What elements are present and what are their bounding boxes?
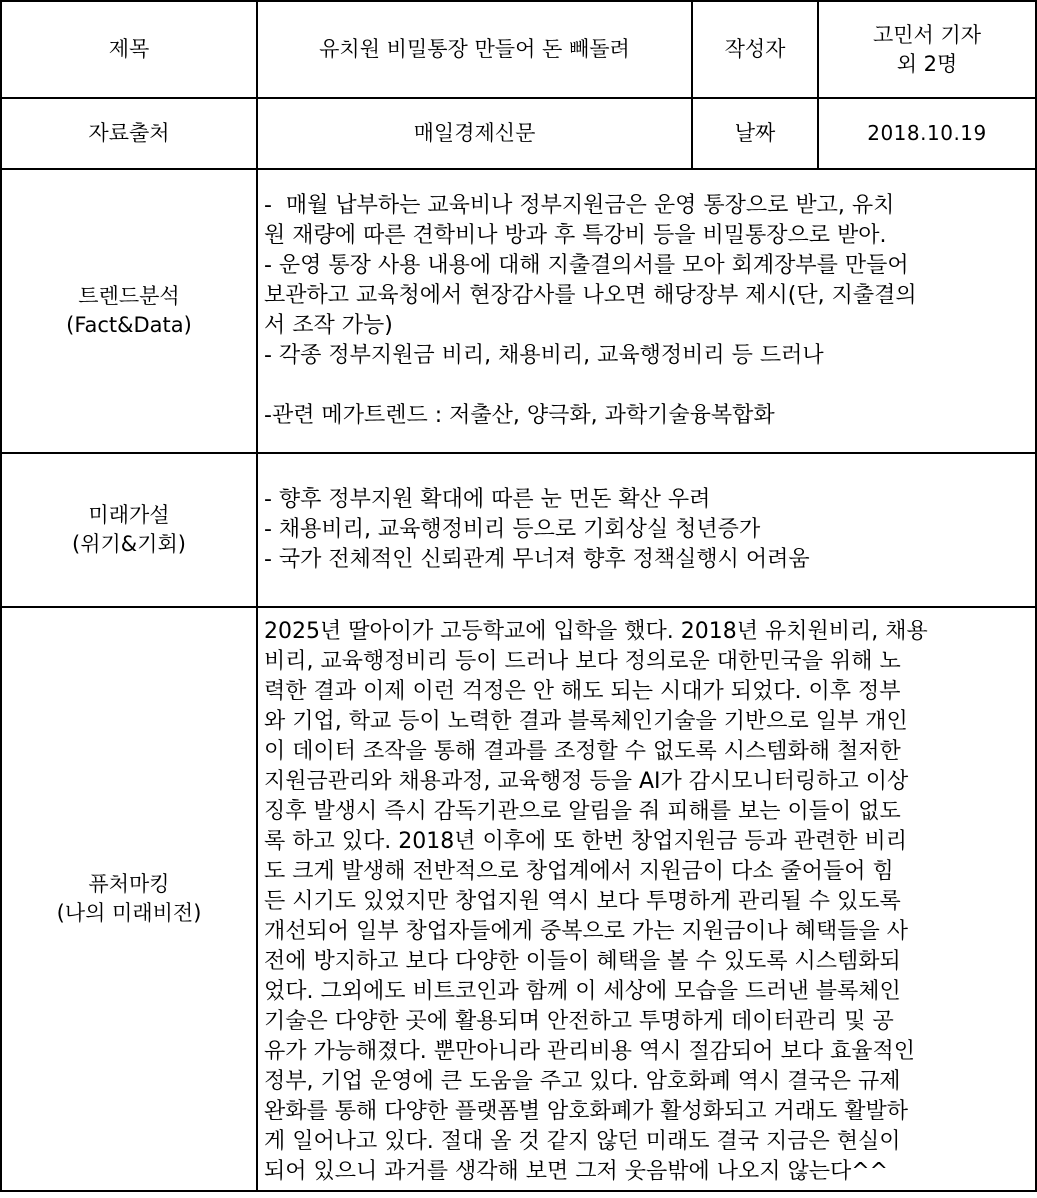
vision-line: 비리, 교육행정비리 등이 드러나 보다 정의로운 대한민국을 위해 노	[264, 649, 901, 674]
trend-megatrend-line: -관련 메가트렌드 : 저출산, 양극화, 과학기술융복합화	[264, 403, 775, 428]
trend-line: - 매월 납부하는 교육비나 정부지원금은 운영 통장으로 받고, 유치	[264, 193, 895, 218]
hypothesis-row	[1, 453, 1036, 607]
vision-line: 도 크게 발생해 전반적으로 창업계에서 지원금이 다소 줄어들어 힘	[264, 859, 894, 884]
hypothesis-line: - 채용비리, 교육행정비리 등으로 기회상실 청년증가	[264, 517, 761, 542]
source-row	[1, 98, 1036, 169]
trend-label	[1, 169, 257, 453]
trend-label-subtitle: (Fact&Data)	[66, 313, 192, 337]
vision-line: 와 기업, 학교 등이 노력한 결과 블록체인기술을 기반으로 일부 개인	[264, 709, 908, 734]
author-others: 외 2명	[896, 51, 958, 76]
hypothesis-line: - 국가 전체적인 신뢰관계 무너져 향후 정책실행시 어려움	[264, 547, 810, 572]
future-marking-row	[1, 607, 1036, 1191]
future-marking-label-title: 퓨처마킹	[88, 872, 170, 896]
source-value: 매일경제신문	[257, 98, 692, 169]
trend-line: 서 조작 가능)	[264, 313, 393, 338]
vision-line: 력한 결과 이제 이런 걱정은 안 해도 되는 시대가 되었다. 이후 정부	[264, 679, 901, 704]
vision-line: 기술은 다양한 곳에 활용되며 안전하고 투명하게 데이터관리 및 공	[264, 1009, 894, 1034]
vision-line: 이 데이터 조작을 통해 결과를 조정할 수 없도록 시스템화해 철저한	[264, 739, 901, 764]
future-marking-label	[1, 607, 257, 1191]
author-name: 고민서 기자	[872, 22, 982, 47]
title-label: 제목	[1, 1, 257, 98]
vision-line: 완화를 통해 다양한 플랫폼별 암호화폐가 활성화되고 거래도 활발하	[264, 1099, 909, 1124]
vision-line: 징후 발생시 즉시 감독기관으로 알림을 줘 피해를 보는 이들이 없도	[264, 799, 901, 824]
trend-line: - 운영 통장 사용 내용에 대해 지출결의서를 모아 회계장부를 만들어	[264, 253, 909, 278]
future-marking-label-subtitle: (나의 미래비전)	[56, 901, 202, 925]
trend-content	[257, 169, 1036, 453]
trend-blank-line	[264, 371, 1029, 401]
hypothesis-content	[257, 453, 1036, 607]
date-label: 날짜	[692, 98, 818, 169]
hypothesis-line: - 향후 정부지원 확대에 따른 눈 먼돈 확산 우려	[264, 487, 711, 512]
title-row	[1, 1, 1036, 98]
vision-line: 지원금관리와 채용과정, 교육행정 등을 AI가 감시모니터링하고 이상	[264, 769, 909, 794]
trend-line: 보관하고 교육청에서 현장감사를 나오면 해당장부 제시(단, 지출결의	[264, 283, 917, 308]
trend-label-title: 트렌드분석	[78, 284, 180, 308]
vision-line: 유가 가능해졌다. 뿐만아니라 관리비용 역시 절감되어 보다 효율적인	[264, 1039, 916, 1064]
source-label: 자료출처	[1, 98, 257, 169]
vision-line: 게 일어나고 있다. 절대 올 것 같지 않던 미래도 결국 지금은 현실이	[264, 1129, 901, 1154]
vision-line: 정부, 기업 운영에 큰 도움을 주고 있다. 암호화폐 역시 결국은 규제	[264, 1069, 901, 1094]
title-value: 유치원 비밀통장 만들어 돈 빼돌려	[257, 1, 692, 98]
vision-line: 전에 방지하고 보다 다양한 이들이 혜택을 볼 수 있도록 시스템화되	[264, 949, 901, 974]
trend-line: 원 재량에 따른 견학비나 방과 후 특강비 등을 비밀통장으로 받아.	[264, 223, 887, 248]
vision-line: 2025년 딸아이가 고등학교에 입학을 했다. 2018년 유치원비리, 채용	[264, 619, 928, 644]
vision-line: 었다. 그외에도 비트코인과 함께 이 세상에 모습을 드러낸 블록체인	[264, 979, 901, 1004]
vision-line: 든 시기도 있었지만 창업지원 역시 보다 투명하게 관리될 수 있도록	[264, 889, 901, 914]
date-value: 2018.10.19	[818, 98, 1036, 169]
hypothesis-label-subtitle: (위기&기회)	[72, 532, 186, 556]
author-label: 작성자	[692, 1, 818, 98]
trend-row	[1, 169, 1036, 453]
vision-line: 되어 있으니 과거를 생각해 보면 그저 웃음밖에 나오지 않는다^^	[264, 1159, 889, 1184]
author-value	[818, 1, 1036, 98]
vision-line: 록 하고 있다. 2018년 이후에 또 한번 창업지원금 등과 관련한 비리	[264, 829, 907, 854]
future-marking-content	[257, 607, 1036, 1191]
trend-line: - 각종 정부지원금 비리, 채용비리, 교육행정비리 등 드러나	[264, 343, 824, 368]
vision-line: 개선되어 일부 창업자들에게 중복으로 가는 지원금이나 혜택들을 사	[264, 919, 909, 944]
hypothesis-label-title: 미래가설	[88, 503, 170, 527]
hypothesis-label	[1, 453, 257, 607]
